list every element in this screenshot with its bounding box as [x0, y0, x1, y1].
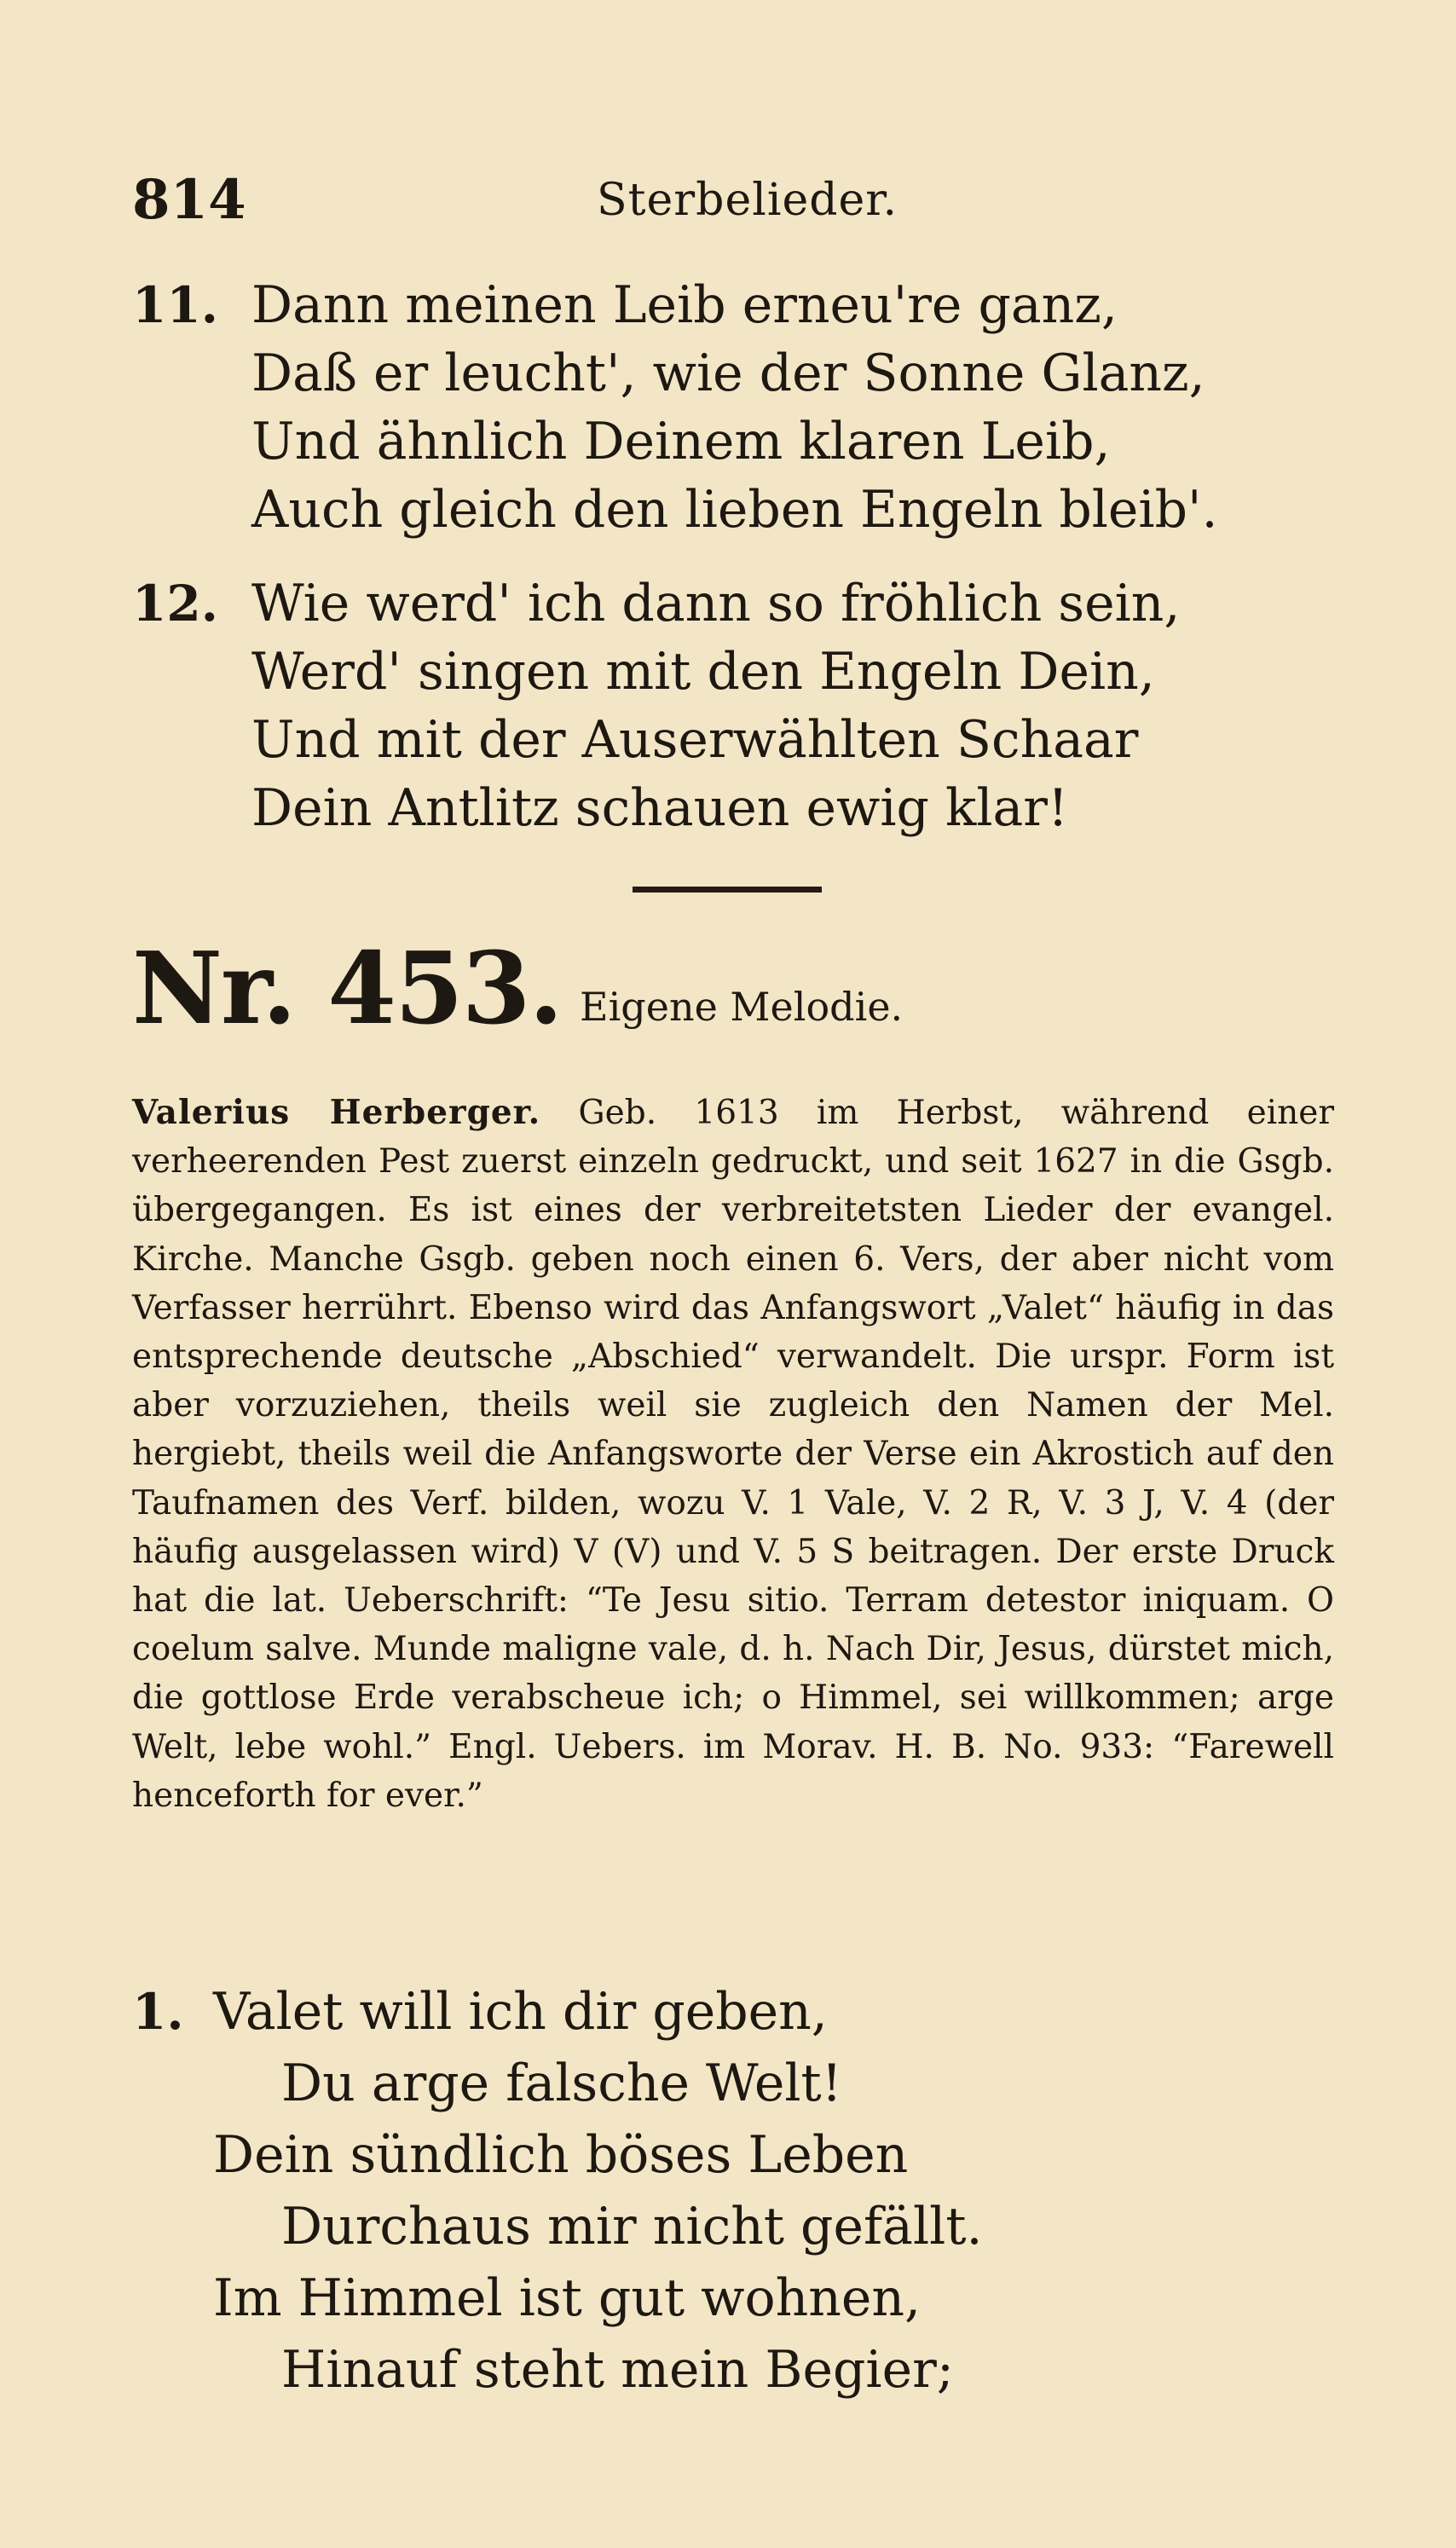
verse-line: Durchaus mir nicht gefällt. — [281, 2197, 983, 2256]
running-head — [132, 162, 1326, 239]
verse-line: Auch gleich den lieben Engeln bleib'. — [251, 480, 1218, 540]
stanza-11 — [132, 271, 1343, 544]
hymn-heading — [132, 929, 1326, 1049]
melody-note: Eigene Melodie. — [580, 984, 904, 1030]
verse-line: Und mit der Auserwählten Schaar — [251, 710, 1139, 770]
page-number: 814 — [132, 168, 246, 232]
verse-line: Dann meinen Leib erneu're ganz, — [251, 275, 1118, 335]
author-name: Valerius Herberger. — [132, 1093, 541, 1132]
verse-line: Und ähnlich Deinem klaren Leib, — [251, 412, 1111, 471]
verse-line: Daß er leucht', wie der Sonne Glanz, — [251, 344, 1205, 403]
stanza-number: 12. — [132, 575, 218, 633]
stanza-1 — [132, 1976, 1343, 2406]
verse-line: Valet will ich dir geben, — [213, 1982, 828, 2042]
hymn-number: Nr. 453. — [132, 931, 562, 1047]
hymn-commentary — [132, 1089, 1334, 1820]
stanza-number: 11. — [132, 276, 218, 334]
verse-line: Wie werd' ich dann so fröhlich sein, — [251, 574, 1181, 633]
verse-line: Werd' singen mit den Engeln Dein, — [251, 642, 1155, 702]
running-title: Sterbelieder. — [597, 175, 898, 226]
verse-line: Im Himmel ist gut wohnen, — [213, 2268, 922, 2328]
verse-line: Du arge falsche Welt! — [281, 2054, 842, 2113]
stanza-12 — [132, 569, 1343, 842]
verse-line: Hinauf steht mein Begier; — [281, 2340, 954, 2400]
verse-line: Dein Antlitz schauen ewig klar! — [251, 778, 1069, 838]
commentary-text: Geb. 1613 im Herbst, während einer verheerenden Pest zuerst einzeln gedruckt, und seit 1627 in die Gsgb. übergegangen. Es ist eines der verbreitetsten Lieder der evangel. Kirche. Manche Gsgb. geben noch einen 6. Vers, der aber nicht vom Verfasser herrührt. Ebenso wird das Anfangswort „Valet“ häufig in das entsprechende deutsche „Abschied“ verwandelt. Die urspr. Form ist aber vorzuziehen, theils weil sie zugleich den Namen der Mel. hergiebt, theils weil die Anfangsworte der Verse ein Akrostich auf den Taufnamen des Verf. bilden, wozu V. 1 Vale, V. 2 R, V. 3 J, V. 4 (der häufig ausgelassen wird) V (V) und V. 5 S beitragen. Der erste Druck hat die lat. Ueberschrift: “Te Jesu sitio. Terram detestor iniquam. O coelum salve. Munde maligne vale, d. h. Nach Dir, Jesus, dürstet mich, die gottlose Erde verabscheue ich; o Himmel, sei willkommen; arge Welt, lebe wohl.” Engl. Uebers. im Morav. H. B. No. 933: “Farewell henceforth for ever.” — [132, 1094, 1334, 1815]
verse-line: Dein sündlich böses Leben — [213, 2125, 909, 2185]
section-divider — [633, 887, 822, 893]
stanza-number: 1. — [132, 1983, 184, 2041]
